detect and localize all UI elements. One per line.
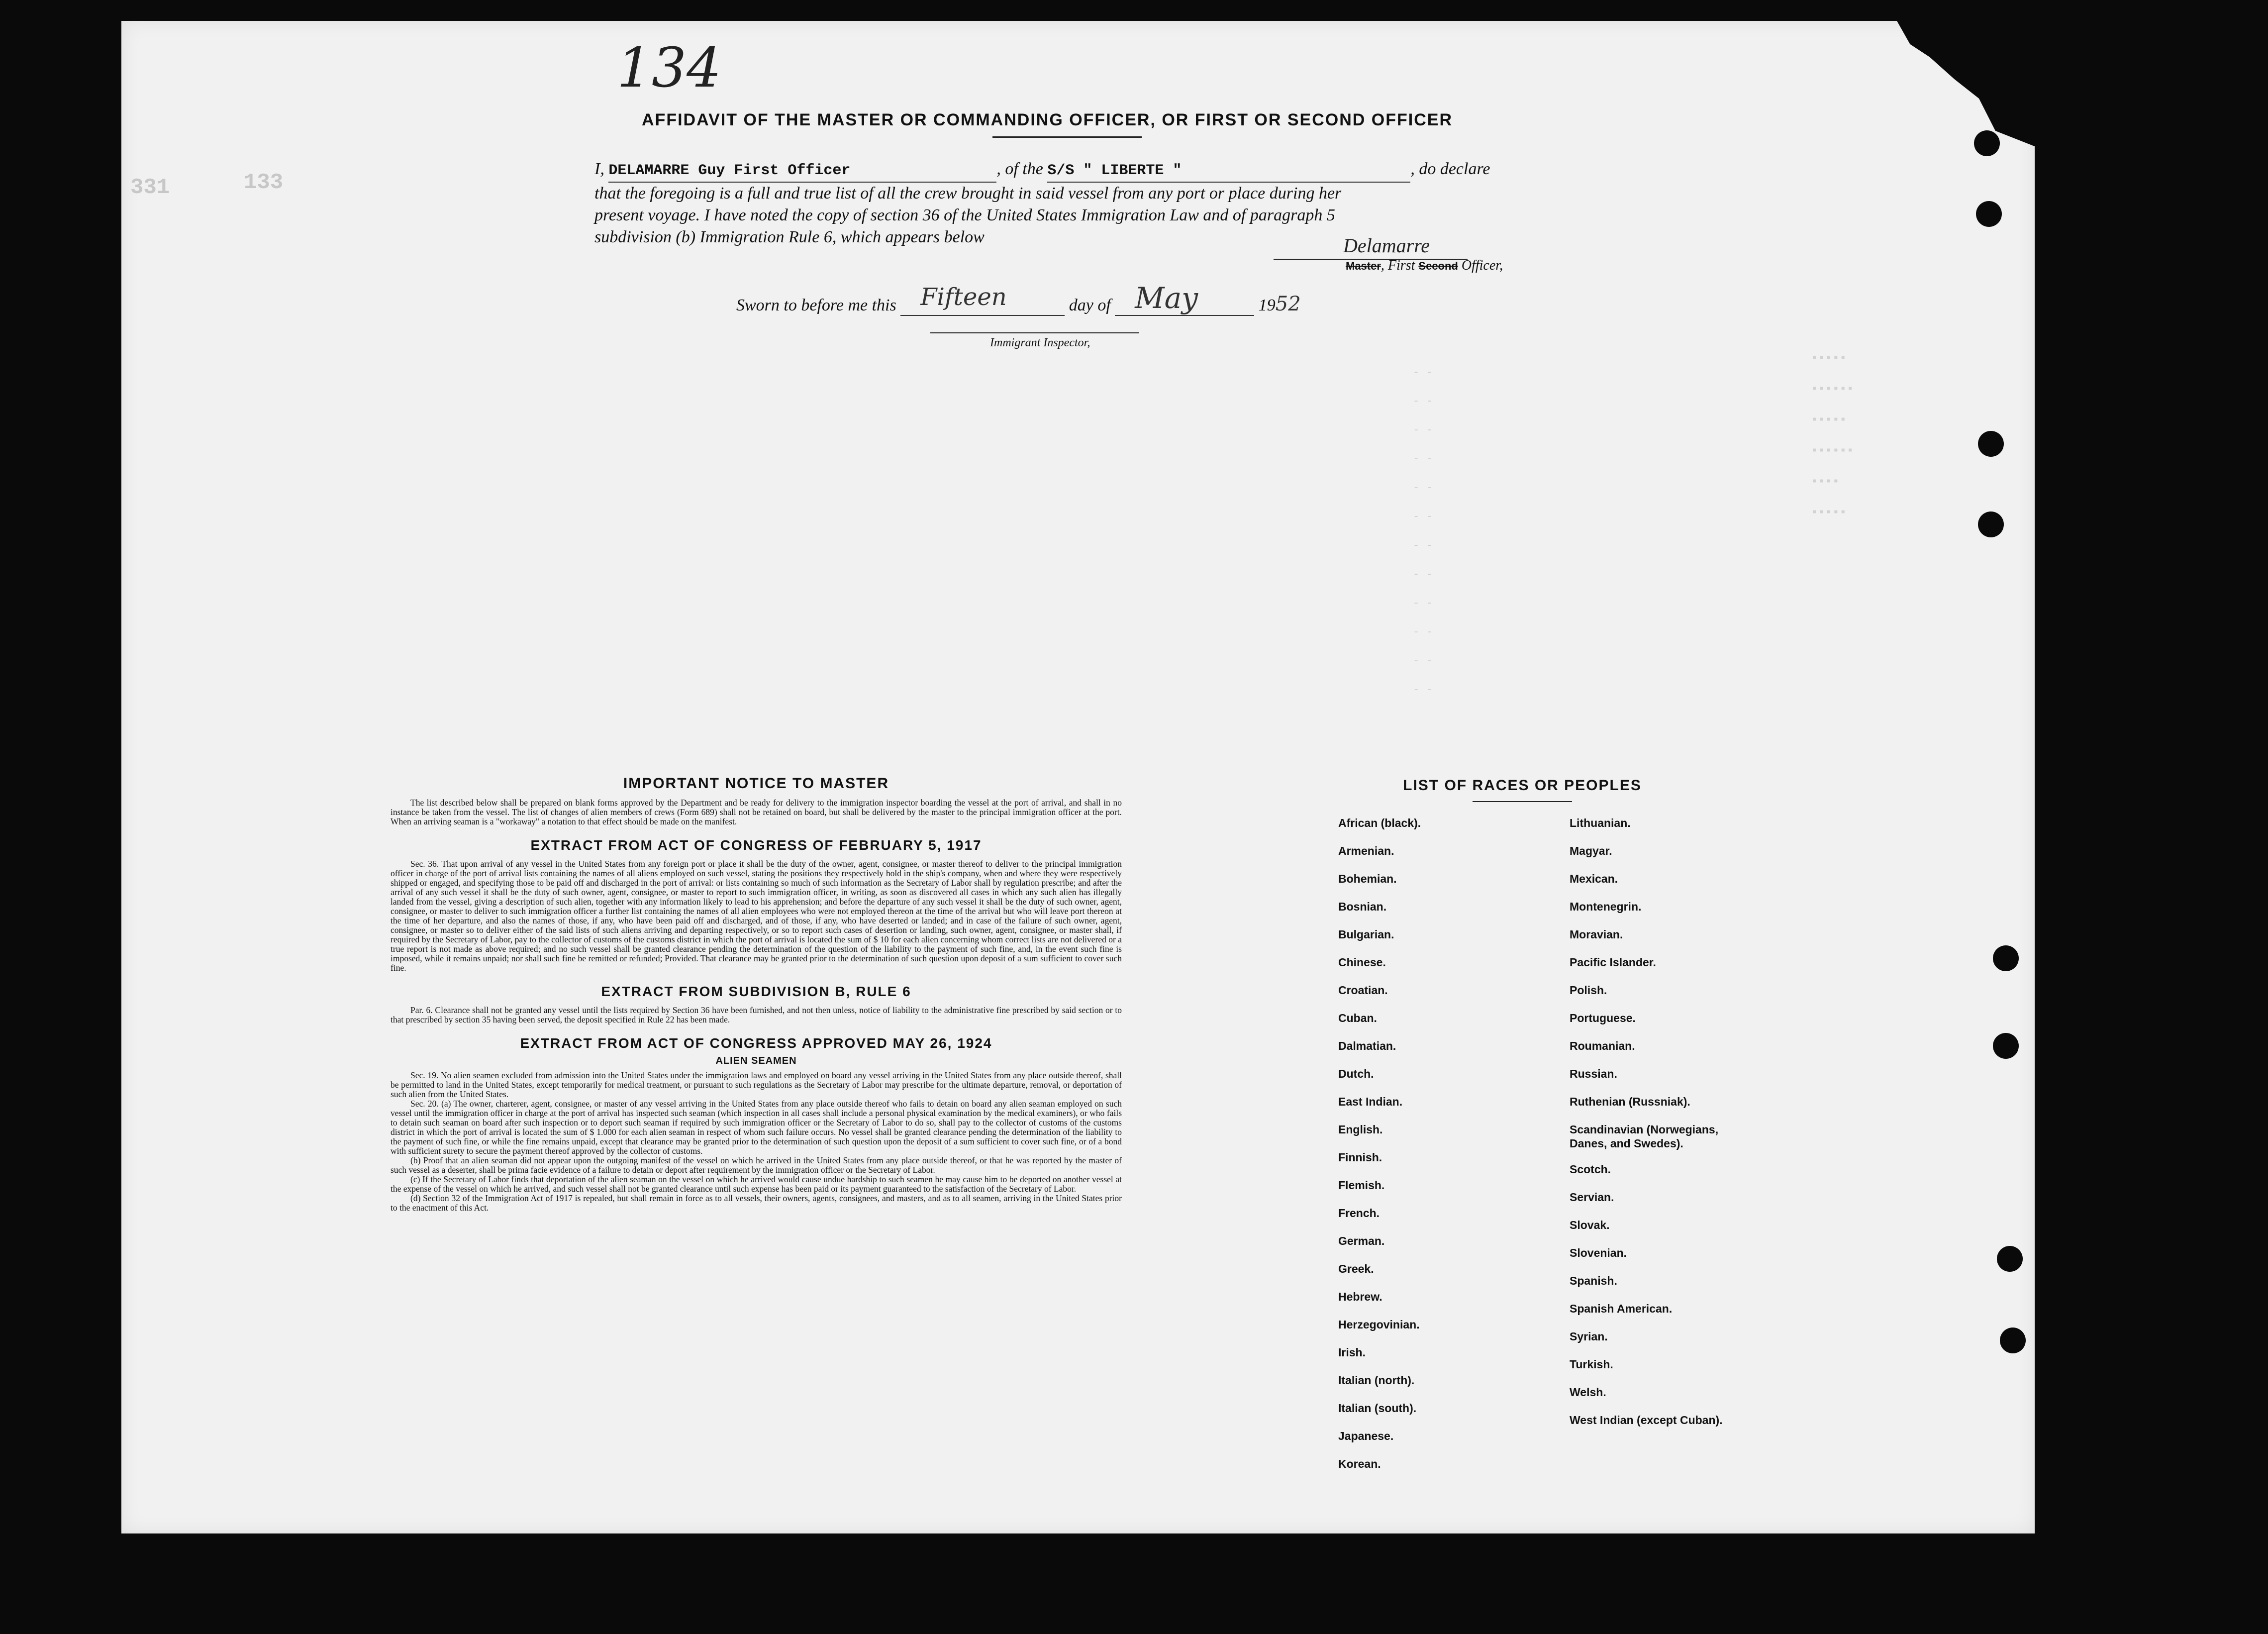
- bleed-through-column: ▪▪▪▪▪ ▪▪▪▪▪▪ ▪▪▪▪▪ ▪▪▪▪▪▪ ▪▪▪▪ ▪▪▪▪▪: [1811, 352, 1854, 519]
- year-prefix: 19: [1258, 296, 1276, 314]
- extract3-subtitle: ALIEN SEAMEN: [715, 1055, 797, 1066]
- race-item: Magyar.: [1570, 844, 1612, 857]
- race-item: Greek.: [1338, 1262, 1374, 1275]
- race-item: West Indian (except Cuban).: [1570, 1414, 1723, 1427]
- race-item: Lithuanian.: [1570, 817, 1631, 829]
- extract3-b: (b) Proof that an alien seaman did not appear upon the outgoing manifest of the vessel on which he arrived in the United States from any place outside thereof, or that he was reported by the master of such vessel as a deserter, shall be prima facie evidence of a failure to detain or deport after requirement by the immigration officer or the Secretary of Labor.: [391, 1155, 1122, 1175]
- race-item: Hebrew.: [1338, 1290, 1382, 1303]
- race-item: Japanese.: [1338, 1430, 1394, 1442]
- race-item: Turkish.: [1570, 1358, 1613, 1371]
- race-item: Roumanian.: [1570, 1039, 1635, 1052]
- vessel-name: S/S " LIBERTE ": [1047, 162, 1182, 179]
- vessel-name-field: [1047, 158, 1410, 183]
- race-item: Spanish American.: [1570, 1302, 1673, 1315]
- race-item: Bohemian.: [1338, 872, 1397, 885]
- race-item: Moravian.: [1570, 928, 1623, 941]
- race-item: French.: [1338, 1207, 1380, 1220]
- race-item: Mexican.: [1570, 872, 1618, 885]
- extract3-title: EXTRACT FROM ACT OF CONGRESS APPROVED MAY 26, 1924: [520, 1035, 992, 1051]
- race-item: Polish.: [1570, 984, 1607, 997]
- sworn-prefix: Sworn to before me this: [736, 296, 896, 314]
- race-item: Bosnian.: [1338, 900, 1387, 913]
- race-item: Scotch.: [1570, 1163, 1611, 1176]
- race-item: Pacific Islander.: [1570, 956, 1656, 969]
- inspector-signature-line: [930, 332, 1139, 333]
- race-item: Scandinavian (Norwegians, Danes, and Swedes).: [1570, 1123, 1719, 1150]
- notice-title: IMPORTANT NOTICE TO MASTER: [623, 775, 889, 792]
- i-prefix: I,: [594, 160, 604, 178]
- officer-suffix: Officer,: [1461, 258, 1503, 273]
- sworn-month: May: [1135, 281, 1198, 315]
- officer-signature: Delamarre: [1343, 234, 1430, 257]
- races-left-column: [1338, 816, 1527, 1485]
- important-notice: [391, 775, 1122, 1213]
- race-item: Spanish.: [1570, 1274, 1617, 1287]
- officer-first: First: [1387, 258, 1415, 273]
- declaration-line-1: [594, 158, 1530, 183]
- race-item: German.: [1338, 1234, 1385, 1247]
- race-item: Chinese.: [1338, 956, 1386, 969]
- race-item: Italian (north).: [1338, 1374, 1415, 1387]
- officer-title-line: Master, First Second Officer,: [1346, 258, 1503, 273]
- race-item: Ruthenian (Russniak).: [1570, 1095, 1690, 1108]
- punch-hole: [2000, 1328, 2026, 1353]
- race-item: Korean.: [1338, 1457, 1381, 1470]
- races-right-column: [1570, 816, 1759, 1441]
- race-item: Servian.: [1570, 1191, 1614, 1204]
- races-title-underline: [1473, 801, 1572, 802]
- bleed-through-dashes: - - - - - - - - - - - - - - - - - - - - - - - -: [1413, 366, 1433, 696]
- punch-hole: [1974, 130, 2000, 156]
- struck-master: Master: [1346, 260, 1381, 272]
- race-item: African (black).: [1338, 817, 1421, 829]
- of-the-text: , of the: [996, 160, 1043, 178]
- race-item: Italian (south).: [1338, 1402, 1417, 1415]
- officer-name: DELAMARRE Guy First Officer: [608, 162, 851, 179]
- race-item: Finnish.: [1338, 1151, 1382, 1164]
- race-item: Cuban.: [1338, 1012, 1377, 1024]
- race-item: Dutch.: [1338, 1067, 1374, 1080]
- declaration-line-2: that the foregoing is a full and true list of all the crew brought in said vessel from any port or place during her: [594, 184, 1342, 203]
- affidavit-title: AFFIDAVIT OF THE MASTER OR COMMANDING OFFICER, OR FIRST OR SECOND OFFICER: [642, 110, 1453, 129]
- race-item: Croatian.: [1338, 984, 1388, 997]
- extract2-body: Par. 6. Clearance shall not be granted any vessel until the lists required by Section 36 have been furnished, and not then unless, notice of liability to the administrative fine prescribed by said section or to that prescribed by section 35 having been served, the deposit specified in Rule 22 has been made.: [391, 1005, 1122, 1024]
- race-item: Slovak.: [1570, 1219, 1610, 1231]
- declaration-line-3: present voyage. I have noted the copy of section 36 of the United States Immigration Law and of paragraph 5: [594, 206, 1335, 224]
- notice-body: The list described below shall be prepared on blank forms approved by the Department and be ready for delivery to the immigration inspector boarding the vessel at the port of arrival, and shall in no instance be taken from the vessel. The list of changes of alien members of crews (Form 689) shall not be retained on board, but shall be delivered by the master to the principal immigration officer at the port. When an arriving seaman is a "workaway" a notation to that effect should be made on the manifest.: [391, 798, 1122, 826]
- extract3-d: (d) Section 32 of the Immigration Act of 1917 is repealed, but shall remain in force as to all vessels, their owners, agents, consignees, and masters, and as to all seamen, arriving in the United States prior to the enactment of this Act.: [391, 1193, 1122, 1213]
- race-item: Irish.: [1338, 1346, 1366, 1359]
- race-item: Portuguese.: [1570, 1012, 1636, 1024]
- punch-hole: [1993, 1033, 2019, 1059]
- race-item: Armenian.: [1338, 844, 1394, 857]
- punch-hole: [1993, 945, 2019, 971]
- punch-hole: [1976, 201, 2002, 227]
- race-item: East Indian.: [1338, 1095, 1403, 1108]
- race-item: English.: [1338, 1123, 1383, 1136]
- race-item: Montenegrin.: [1570, 900, 1642, 913]
- punch-hole: [1997, 1246, 2023, 1272]
- inspector-label: Immigrant Inspector,: [990, 336, 1090, 349]
- extract3-sec19: Sec. 19. No alien seamen excluded from admission into the United States under the immigration laws and employed on board any vessel arriving in the United States from any place outside thereof, shall be permitted to land in the United States, except temporarily for medical treatment, or pursuant to such regulations as the Secretary of Labor may prescribe for the ultimate departure, removal, or deportation of such alien from the United States.: [391, 1070, 1122, 1099]
- sworn-year: 52: [1275, 293, 1301, 315]
- races-title: LIST OF RACES OR PEOPLES: [1403, 777, 1642, 794]
- sworn-line: [736, 281, 1301, 316]
- race-item: Flemish.: [1338, 1179, 1385, 1192]
- do-declare-text: , do declare: [1410, 160, 1490, 178]
- extract1-title: EXTRACT FROM ACT OF CONGRESS OF FEBRUARY 5, 1917: [530, 837, 982, 853]
- race-item: Slovenian.: [1570, 1246, 1627, 1259]
- extract3-c: (c) If the Secretary of Labor finds that deportation of the alien seaman on the vessel on which he arrived would cause undue hardship to such seamen he may cause him to be deported on another vessel at the expense of the vessel on which he arrived, and such vessel shall not be granted clearance until such expense has been paid or its payment guaranteed to the satisfaction of the Secretary of Labor.: [391, 1174, 1122, 1194]
- declaration-line-4: subdivision (b) Immigration Rule 6, which appears below: [594, 228, 985, 246]
- day-of-text: day of: [1069, 296, 1111, 314]
- race-item: Herzegovinian.: [1338, 1318, 1420, 1331]
- officer-name-field: [608, 158, 996, 183]
- struck-second: Second: [1418, 260, 1458, 272]
- race-item: Russian.: [1570, 1067, 1617, 1080]
- race-item: Dalmatian.: [1338, 1039, 1396, 1052]
- handwritten-page-number: 134: [617, 36, 721, 100]
- bleed-through-text: 331: [130, 175, 170, 200]
- extract1-body: Sec. 36. That upon arrival of any vessel in the United States from any foreign port or place it shall be the duty of the owner, agent, consignee, or master thereof to deliver to the principal immigration officer in charge of the port of arrival lists containing the names of all aliens employed on such vessel, stating the positions they respectively hold in the ship's company, when and where they were respectively shipped or engaged, and specifying those to be paid off and discharged in the port of arrival: or lists containing so much of such information as the Secretary of Labor shall by regulation prescribe; and after the arrival of any such vessel it shall be the duty of such owner, agent, consignee, or master to report to such immigration officer, in writing, as soon as discovered all cases in which any such alien has illegally landed from the vessel, giving a description of such alien, together with any information likely to lead to his apprehension; and before the departure of any such vessel it shall be the duty of such owner, agent, consignee, or master to deliver to such immigration officer a further list containing the names of all alien employees who were not employed thereon at the time of the arrival but who will leave port thereon at the time of her departure, and also the names of those, if any, who have been paid off and discharged, and of those, if any, who have deserted or landed; and in case of the failure of such owner, agent, consignee, or master so to deliver either of the said lists of such aliens arriving and departing respectively, or so to report such cases of desertion or landing, such owner, agent, consignee, or master shall, if required by the Secretary of Labor, pay to the collector of customs of the customs district in which the port of arrival is located the sum of $ 10 for each alien concerning whom correct lists are not delivered or a true report is not made as above required; and no such vessel shall be granted clearance pending the determination of the question of the liability to the payment of such fine, and, in the event such fine is imposed, while it remains unpaid; nor shall such fine be remitted or refunded; Provided. That clearance may be granted prior to the determination of such question upon deposit of a sum sufficient to cover such fine.: [391, 859, 1122, 973]
- extract3-sec20a: Sec. 20. (a) The owner, charterer, agent, consignee, or master of any vessel arriving in the United States from any place outside thereof who fails to detain on board any alien seaman employed on such vessel until the immigration officer in charge at the port of arrival has inspected such seaman (which inspection in all cases shall include a personal physical examination by the medical examiners), or who fails to detain such seaman on board after such inspection or to deport such seaman if required by such immigration officer or the Secretary of Labor to do so, shall pay to the collector of customs of the customs district in which the port of arrival is located the sum of $ 1.000 for each alien seaman in respect of whom such failure occurs. No vessel shall be granted clearance pending the determination of the liability to the payment of such fine, or while the fine remains unpaid, except that clearance may be granted prior to the determination of such question upon the deposit of a sum sufficient to cover such fine, or of a bond with sufficient surety to secure the payment thereof approved by the collector of customs.: [391, 1099, 1122, 1156]
- title-underline: [992, 136, 1142, 138]
- race-item: Bulgarian.: [1338, 928, 1394, 941]
- bleed-through-text: 133: [244, 170, 284, 195]
- punch-hole: [1978, 511, 2004, 537]
- race-item: Syrian.: [1570, 1330, 1608, 1343]
- sworn-day-field: [900, 283, 1065, 316]
- race-item: Welsh.: [1570, 1386, 1606, 1399]
- sworn-month-field: [1115, 281, 1254, 316]
- punch-hole: [1978, 431, 2004, 457]
- extract2-title: EXTRACT FROM SUBDIVISION B, RULE 6: [601, 984, 911, 999]
- sworn-day: Fifteen: [920, 283, 1007, 311]
